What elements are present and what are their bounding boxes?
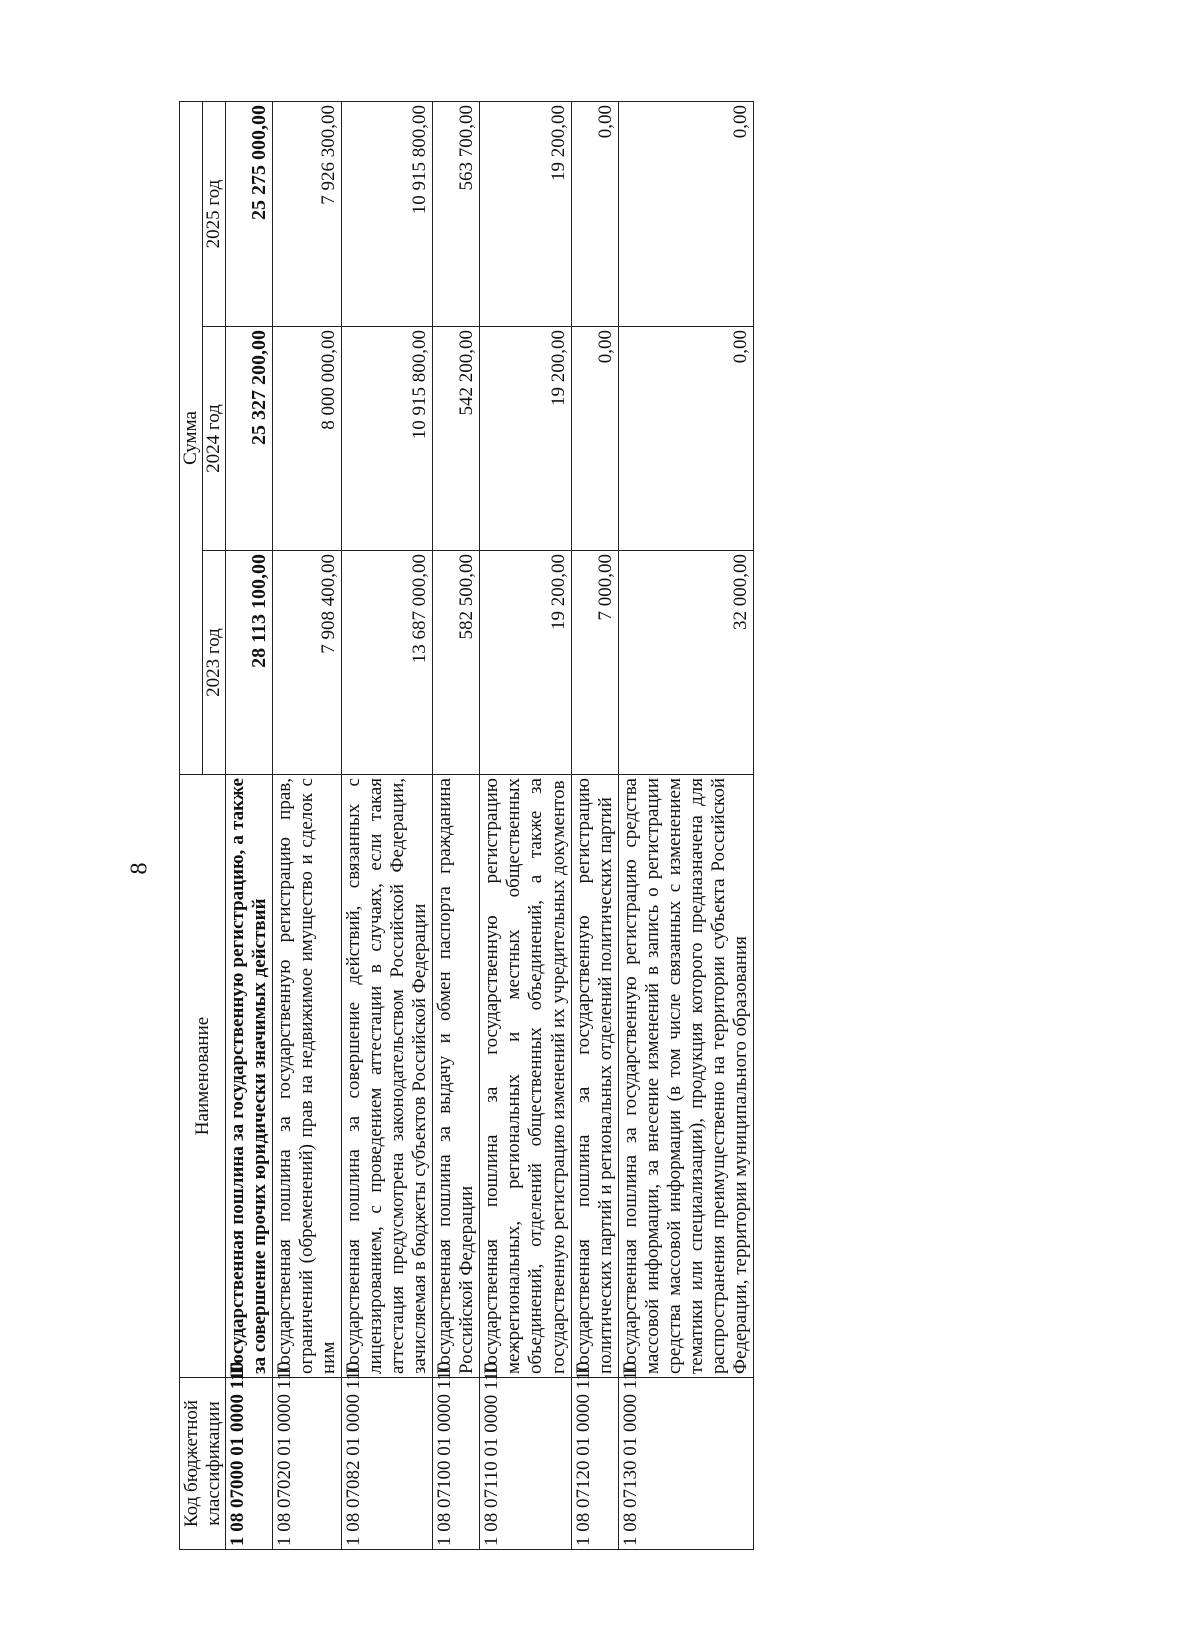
row-name: Государственная пошлина за государственную регистрацию, а также за совершение прочих юридически значимых действий xyxy=(226,775,273,1378)
row-code: 1 08 07120 01 0000 110 xyxy=(571,1378,618,1550)
row-sum-2025: 19 200,00 xyxy=(480,101,571,326)
row-sum-2024: 10 915 800,00 xyxy=(342,327,433,551)
row-sum-2023: 582 500,00 xyxy=(433,551,480,775)
budget-table-container xyxy=(179,102,1200,1550)
header-year-2024: 2024 год xyxy=(203,327,226,551)
row-code: 1 08 07130 01 0000 110 xyxy=(618,1378,753,1550)
row-code: 1 08 07100 01 0000 110 xyxy=(433,1378,480,1550)
header-sum: Сумма xyxy=(180,101,203,774)
row-sum-2023: 19 200,00 xyxy=(480,551,571,775)
page-number: 8 xyxy=(126,862,153,875)
header-code: Код бюджетной классификации xyxy=(180,1378,226,1550)
table-row xyxy=(571,101,618,1549)
row-sum-2023: 7 000,00 xyxy=(571,551,618,775)
row-sum-2024: 0,00 xyxy=(571,327,618,551)
row-sum-2023: 7 908 400,00 xyxy=(273,551,342,775)
row-sum-2024: 542 200,00 xyxy=(433,327,480,551)
row-sum-2023: 28 113 100,00 xyxy=(226,551,273,775)
budget-revenue-table xyxy=(179,101,754,1550)
row-name: Государственная пошлина за государственную регистрацию межрегиональных, региональных и местных общественных объединений, отделений общественных объединений, а также за государственную регистрацию изменений их учредительных документов xyxy=(480,775,571,1378)
row-name: Государственная пошлина за выдачу и обмен паспорта гражданина Российской Федерации xyxy=(433,775,480,1378)
row-sum-2025: 7 926 300,00 xyxy=(273,101,342,326)
row-sum-2024: 19 200,00 xyxy=(480,327,571,551)
row-sum-2024: 25 327 200,00 xyxy=(226,327,273,551)
header-year-2023: 2023 год xyxy=(203,551,226,775)
row-sum-2024: 8 000 000,00 xyxy=(273,327,342,551)
row-sum-2023: 32 000,00 xyxy=(618,551,753,775)
row-code: 1 08 07110 01 0000 110 xyxy=(480,1378,571,1550)
row-sum-2025: 563 700,00 xyxy=(433,101,480,326)
row-name: Государственная пошлина за государственную регистрацию средства массовой информации, за внесение изменений в запись о регистрации средства массовой информации (в том числе связанных с изменением тематики или специализации), продукция которого предназначена для распространения преимущественно на территории субъекта Российской Федерации, территории муниципального образования xyxy=(618,775,753,1378)
row-sum-2025: 10 915 800,00 xyxy=(342,101,433,326)
table-row xyxy=(342,101,433,1549)
table-row xyxy=(273,101,342,1549)
table-row xyxy=(480,101,571,1549)
row-code: 1 08 07082 01 0000 110 xyxy=(342,1378,433,1550)
table-row xyxy=(433,101,480,1549)
row-name: Государственная пошлина за государственную регистрацию прав, ограничений (обременений) прав на недвижимое имущество и сделок с ним xyxy=(273,775,342,1378)
row-name: Государственная пошлина за совершение действий, связанных с лицензированием, с проведением аттестации в случаях, если такая аттестация предусмотрена законодательством Российской Федерации, зачисляемая в бюджеты субъектов Российской Федерации xyxy=(342,775,433,1378)
header-name: Наименование xyxy=(180,775,226,1378)
row-sum-2025: 0,00 xyxy=(571,101,618,326)
table-row xyxy=(618,101,753,1549)
row-sum-2024: 0,00 xyxy=(618,327,753,551)
row-name: Государственная пошлина за государственную регистрацию политических партий и региональных отделений политических партий xyxy=(571,775,618,1378)
row-sum-2023: 13 687 000,00 xyxy=(342,551,433,775)
row-code: 1 08 07020 01 0000 110 xyxy=(273,1378,342,1550)
row-code: 1 08 07000 01 0000 110 xyxy=(226,1378,273,1550)
header-year-2025: 2025 год xyxy=(203,101,226,326)
row-sum-2025: 0,00 xyxy=(618,101,753,326)
table-row xyxy=(226,101,273,1549)
row-sum-2025: 25 275 000,00 xyxy=(226,101,273,326)
